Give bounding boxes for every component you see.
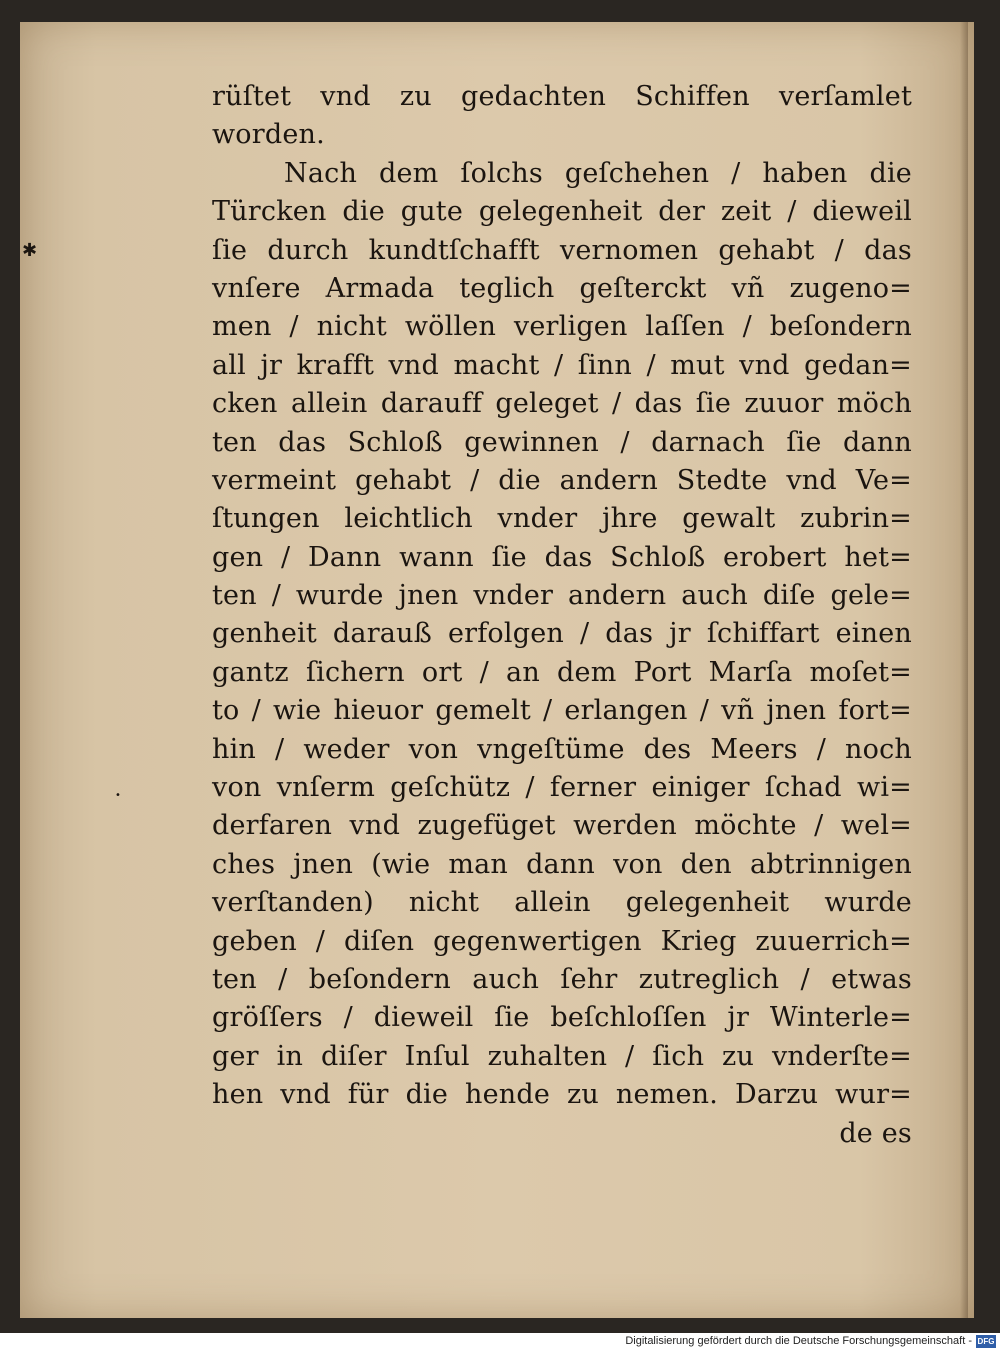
funding-credit: Digitalisierung gefördert durch die Deutsche Forschungsgemeinschaft -: [625, 1335, 972, 1347]
text-line: ſie durch kundtſchafft vernomen gehabt / das: [212, 234, 912, 266]
text-line: ger in diſer Inſul zuhalten / ſich zu vnderſte=: [212, 1040, 912, 1072]
text-line: ches jnen (wie man dann von den abtrinnigen: [212, 848, 912, 880]
text-line: cken allein darauff geleget / das ſie zuuor möch: [212, 388, 912, 420]
page-text-block: [212, 78, 912, 1153]
catchword: de es: [839, 1117, 912, 1149]
text-line: hin / weder von vngeſtüme des Meers / noch: [212, 733, 912, 765]
margin-dot-mark: •: [115, 790, 121, 801]
text-line: men / nicht wöllen verligen laſſen / beſondern: [212, 311, 912, 343]
text-line: Nach dem ſolchs geſchehen / haben die: [284, 157, 912, 189]
footer-bar: [0, 1333, 1000, 1351]
text-line: rüſtet vnd zu gedachten Schiffen verſamlet: [212, 81, 912, 112]
text-line: von vnſerm geſchütz / ferner einiger ſchad wi=: [212, 772, 912, 804]
page-edge-shadow: [960, 22, 968, 1318]
text-line: Türcken die gute gelegenheit der zeit / dieweil: [212, 196, 912, 228]
text-line: gantz ſichern ort / an dem Port Marſa moſet=: [212, 656, 912, 688]
text-line: worden.: [212, 119, 325, 151]
text-line: ten das Schloß gewinnen / darnach ſie dann: [212, 426, 912, 458]
text-line: ten / wurde jnen vnder andern auch diſe gele=: [212, 580, 912, 612]
text-line: vnſere Armada teglich geſterckt vñ zugeno=: [212, 272, 912, 304]
text-line: verſtanden) nicht allein gelegenheit wurde: [212, 887, 912, 919]
text-line: derfaren vnd zugefüget werden möchte / wel=: [212, 810, 912, 842]
text-line: ſtungen leichtlich vnder jhre gewalt zubrin=: [212, 503, 912, 535]
text-line: vermeint gehabt / die andern Stedte vnd Ve=: [212, 464, 912, 496]
text-line: gröſſers / dieweil ſie beſchloſſen jr Winterle=: [212, 1002, 912, 1034]
text-line: geben / diſen gegenwertigen Krieg zuuerrich=: [212, 925, 912, 957]
text-line: hen vnd für die hende zu nemen. Darzu wur=: [212, 1079, 912, 1111]
text-line: ten / beſondern auch ſehr zutreglich / etwas: [212, 963, 912, 995]
text-line: genheit darauß erfolgen / das jr ſchiffart einen: [212, 618, 912, 650]
text-line: to / wie hieuor gemelt / erlangen / vñ jnen fort=: [212, 695, 912, 727]
dfg-logo[interactable]: DFG: [977, 1337, 995, 1346]
text-line: all jr krafft vnd macht / ſinn / mut vnd gedan=: [212, 349, 912, 381]
margin-asterisk-mark: ✱: [22, 240, 38, 261]
text-line: gen / Dann wann ſie das Schloß erobert het=: [212, 541, 912, 573]
